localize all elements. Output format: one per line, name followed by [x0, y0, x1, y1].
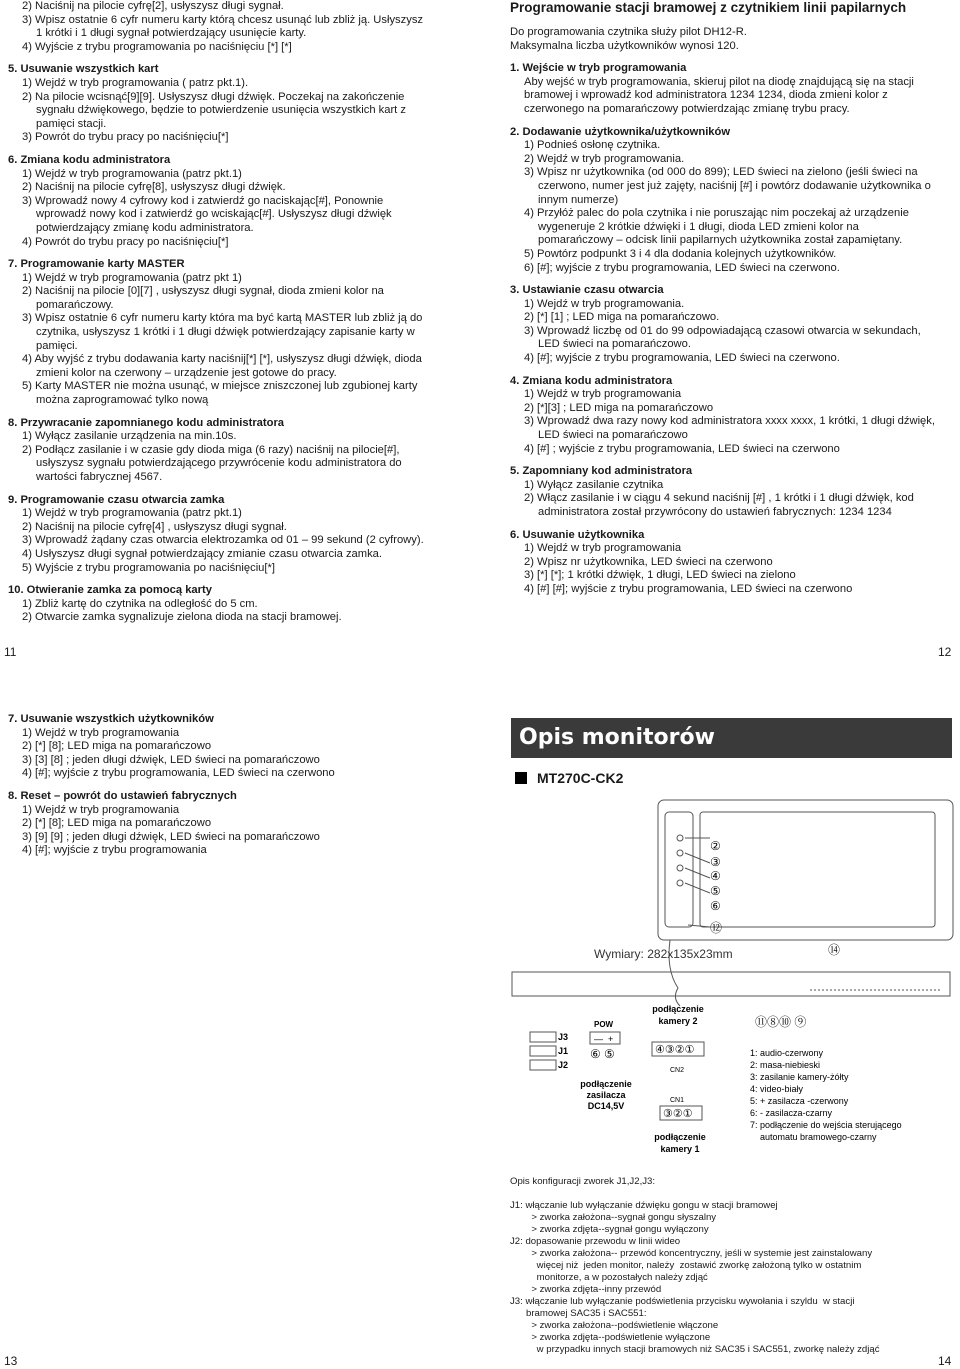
monitors-banner: Opis monitorów — [511, 718, 952, 758]
text-line: 3) Wpisz ostatnie 6 cyfr numeru karty którą chcesz usunąć lub zbliż ją. Usłyszysz — [22, 13, 424, 26]
callout-4: ④ — [710, 869, 721, 883]
text-line: Maksymalna liczba użytkowników wynosi 120. — [510, 39, 739, 52]
text-line: 1) Wejdź w tryb programowania — [22, 803, 180, 816]
page-number-11: 11 — [4, 645, 17, 659]
text-line: 7. Programowanie karty MASTER — [8, 258, 185, 271]
callout-14: ⑭ — [828, 943, 841, 957]
callout-back: ⑪⑧⑩ ⑨ — [755, 1015, 807, 1029]
text-line: Aby wejść w tryb programowania, skieruj pilot na diodę znajdującą się na stacji — [524, 75, 914, 88]
text-line: 1) Wejdź w tryb programowania — [22, 726, 180, 739]
text-line: 4) [#]; wyjście z trybu programowania, LED świeci na czerwono. — [524, 352, 840, 365]
legend-6: 6: - zasilacza-czarny — [750, 1108, 833, 1118]
text-line: wygeneruje 2 krótkie dźwięki i 1 długi, dioda LED zmieni kolor na — [538, 220, 859, 233]
text-line: 2) [*] [8]; LED miga na pomarańczowo — [22, 817, 212, 830]
jumper-line: Opis konfiguracji zworek J1,J2,J3: — [510, 1176, 656, 1187]
text-line: 1) Wejdź w tryb programowania — [524, 388, 682, 401]
text-line: 4) [#] ; wyjście z trybu programowania, LED świeci na czerwono — [524, 442, 840, 455]
jumper-line: > zworka zdjęta--podświetlenie wyłączone — [510, 1332, 711, 1343]
back-panel — [530, 1032, 556, 1070]
text-line: zmieni kolor na czerwony – urządzenie jest gotowe do pracy. — [36, 366, 337, 379]
text-line: 2) Podłącz zasilanie i w czasie gdy dioda miga (6 razy) naciśnij na pilocie[#], — [22, 443, 400, 456]
text-line: 4) [#]; wyjście z trybu programowania, LED świeci na czerwono — [22, 767, 335, 780]
text-line: 8. Reset – powrót do ustawień fabrycznych — [8, 789, 237, 802]
cam1-nums: ③②① — [663, 1108, 693, 1120]
monitor-side — [512, 972, 950, 996]
button-1-icon — [677, 835, 683, 841]
text-line: 3) Wprowadź liczbę od 01 do 99 odpowiadającą czasowi otwarcia w sekundach, — [524, 324, 921, 337]
legend-4: 4: video-biały — [750, 1084, 804, 1094]
text-line: innym numerze) — [538, 193, 619, 206]
button-2-icon — [677, 850, 683, 856]
model-name: MT270C-CK2 — [537, 770, 624, 786]
wiring-legend — [750, 1048, 902, 1142]
text-line: 3) Powrót do trybu pracy po naciśnięciu[*] — [22, 131, 229, 144]
text-line: 1) Wejdź w tryb programowania (patrz pkt.1) — [22, 507, 242, 520]
cam2-label-2: kamery 2 — [658, 1016, 698, 1026]
jumper-line — [510, 1188, 955, 1200]
text-line: 1) Wejdź w tryb programowania. — [524, 297, 685, 310]
cn1-label: CN1 — [670, 1097, 685, 1104]
text-line: 4) Przyłóż palec do pola czytnika i nie poruszając nim poczekaj aż urządzenie — [524, 207, 909, 220]
text-line: 5) Karty MASTER nie można usunąć, w miejsce zniszczonej lub zgubionej karty — [22, 380, 418, 393]
jumper-j3 — [530, 1032, 556, 1042]
text-line: 1) Wejdź w tryb programowania — [524, 542, 682, 555]
text-line: 1) Wyłącz zasilanie czytnika — [524, 478, 664, 491]
legend-7: 7: podłączenie do wejścia sterującego — [750, 1120, 902, 1130]
text-line: 2) Wejdź w tryb programowania. — [524, 152, 685, 165]
jumper-j2 — [530, 1060, 556, 1070]
text-line: czerwonego na pomarańczowy potwierdzając zmianę trybu pracy. — [524, 102, 850, 115]
page-13-column — [8, 713, 473, 858]
pow-label: POW — [594, 1020, 614, 1029]
jumper-line: J2: dopasowanie przewodu w linii wideo — [510, 1236, 681, 1247]
text-line: 2. Dodawanie użytkownika/użytkowników — [510, 125, 731, 138]
jumper-line: bramowej SAC35 i SAC551: — [510, 1308, 647, 1319]
page-12-column — [510, 0, 955, 597]
cn2-label: CN2 — [670, 1067, 685, 1074]
text-line: 1 krótki i 1 długi sygnał potwierdzający usunięcie karty. — [36, 27, 307, 40]
page-number-14: 14 — [938, 1354, 952, 1368]
text-line: 2) Naciśnij na pilocie cyfrę[8], usłyszysz długi dźwięk. — [22, 181, 286, 194]
callout-12: ⑫ — [710, 921, 723, 935]
text-line: 3) [*] [*]; 1 krótki dźwięk, 1 długi, LED świeci na zielono — [524, 569, 796, 582]
text-line: 4. Zmiana kodu administratora — [510, 374, 673, 387]
text-line: 2) [*] [8]; LED miga na pomarańczowo — [22, 740, 212, 753]
text-line: pomarańczowy. — [36, 298, 114, 311]
text-line: 3) Wprowadź dwa razy nowy kod administratora xxxx xxxx, 1 krótki, 1 długi dźwięk, — [524, 415, 935, 428]
button-3-icon — [677, 865, 683, 871]
text-line: 8. Przywracanie zapomnianego kodu administratora — [8, 416, 285, 429]
pow-num-5: ⑤ — [604, 1047, 615, 1061]
callout-5: ⑤ — [710, 884, 721, 898]
button-4-icon — [677, 880, 683, 886]
text-line: 3) Wpisz nr użytkownika (od 000 do 899); LED świeci na zielono (jeśli świeci na — [524, 166, 918, 179]
jumper-line: > zworka założona--sygnał gongu słyszalny — [510, 1212, 717, 1223]
legend-8: automatu bramowego-czarny — [750, 1132, 877, 1142]
text-line: czerwono, numer jest już zajęty, naciśnij [#] i powtórz dodawanie użytkownika o — [538, 179, 931, 192]
model-square-icon — [515, 772, 527, 784]
power-label-2: zasilacza — [586, 1090, 626, 1100]
jumper-config — [510, 1176, 955, 1356]
text-line: 3) [3] [8] ; jeden długi dźwięk, LED świeci na pomarańczowo — [22, 753, 320, 766]
text-line: 6) [#]; wyjście z trybu programowania, LED świeci na czerwono. — [524, 261, 840, 274]
text-line: 2) Otwarcie zamka sygnalizuje zielona dioda na stacji bramowej. — [22, 611, 342, 624]
pow-plus: + — [608, 1034, 614, 1044]
pow-num-6: ⑥ — [590, 1047, 601, 1061]
text-line: LED świeci na pomarańczowo. — [538, 338, 691, 351]
text-line: administratora został przywrócony do ustawień fabrycznych: 1234 1234 — [538, 506, 892, 518]
page-12-title: Programowanie stacji bramowej z czytnikiem linii papilarnych — [510, 0, 907, 15]
jumper-line: J1: włączanie lub wyłączanie dźwięku gongu w stacji bramowej — [510, 1200, 778, 1211]
text-line: 4) [#] [#]; wyjście z trybu programowania, LED świeci na czerwono — [524, 582, 853, 595]
jumper-line: w przypadku innych stacji bramowych niż SAC35 i SAC551, zworkę należy zdjąć — [510, 1344, 880, 1355]
pow-minus: — — [594, 1034, 603, 1044]
cam1-label-1: podłączenie — [654, 1132, 706, 1142]
monitor-front — [658, 800, 953, 1006]
power-label-3: DC14,5V — [587, 1101, 625, 1111]
text-line: 2) Na pilocie wcisnąć[9][9]. Usłyszysz długi dźwięk. Poczekaj na zakończenie — [22, 90, 405, 103]
power-label-1: podłączenie — [580, 1079, 632, 1089]
text-line: 2) [*] [1] ; LED miga na pomarańczowo. — [524, 311, 720, 324]
text-line: 1) Wejdź w tryb programowania (patrz pkt 1) — [22, 271, 242, 284]
text-line: wartości fabrycznej 4567. — [36, 471, 163, 483]
jumper-line: więcej niż jeden monitor, należy zostawić zworkę założoną tylko w ostatnim — [510, 1260, 862, 1271]
legend-3: 3: zasilanie kamery-żółty — [750, 1072, 849, 1082]
text-line: 5) Wyjście z trybu programowania po naciśnięciu[*] — [22, 561, 275, 574]
jumper-line: > zworka założona-- przewód koncentryczny, jeśli w systemie jest zainstalowany — [510, 1248, 873, 1259]
text-line: 10. Otwieranie zamka za pomocą karty — [8, 584, 212, 597]
text-line: 2) [*][3] ; LED miga na pomarańczowo — [524, 401, 714, 414]
cam2-label-1: podłączenie — [652, 1004, 704, 1014]
text-line: 6. Zmiana kodu administratora — [8, 153, 171, 166]
text-line: 5) Powtórz podpunkt 3 i 4 dla dodania kolejnych użytkowników. — [524, 247, 837, 260]
text-line: 2) Włącz zasilanie i w ciągu 4 sekund naciśnij [#] , 1 krótki i 1 długi dźwięk, kod — [524, 492, 914, 505]
text-line: pamięci stacji. — [36, 117, 107, 130]
text-line: LED świeci na pomarańczowo — [538, 429, 688, 442]
text-line: 1) Wejdź w tryb programowania ( patrz pkt.1). — [22, 76, 249, 89]
text-line: usłyszysz sygnału potwierdzającego przywrócenie kodu administratora do — [36, 457, 402, 470]
callout-3: ③ — [710, 855, 721, 869]
text-line: pamięci. — [36, 339, 78, 352]
text-line: 4) Wyjście z trybu programowania po naciśnięciu [*] [*] — [22, 40, 292, 53]
page-11-column — [8, 0, 473, 625]
jumper-line: > zworka założona--podświetlenie włączone — [510, 1320, 719, 1331]
text-line: 1. Wejście w tryb programowania — [510, 62, 687, 75]
text-line: 1) Wyłącz zasilanie urządzenia na min.10s. — [22, 430, 237, 443]
monitor-diagram — [510, 790, 955, 1170]
text-line: wprowadź nowy kod i zatwierdź go wciskając[#]. Usłyszysz długi dźwięk — [36, 208, 392, 221]
jumper-line: > zworka zdjęta--inny przewód — [510, 1284, 662, 1295]
text-line: 2) Wpisz nr użytkownika, LED świeci na czerwono — [524, 555, 773, 568]
text-line: 2) Naciśnij na pilocie cyfrę[4] , usłyszysz długi sygnał. — [22, 520, 287, 533]
jumper-label-j3: J3 — [558, 1032, 569, 1042]
text-line: 1) Zbliż kartę do czytnika na odległość do 5 cm. — [22, 597, 258, 610]
model-heading — [515, 772, 623, 786]
callout-6: ⑥ — [710, 899, 721, 913]
cam1-label-2: kamery 1 — [660, 1144, 700, 1154]
text-line: 3) Wpisz ostatnie 6 cyfr numeru karty która ma być kartą MASTER lub zbliż ją do — [22, 312, 423, 325]
text-line: Do programowania czytnika służy pilot DH12-R. — [510, 26, 747, 38]
text-line: sygnału dźwiękowego, będzie to potwierdzenie usunięcia wszystkich kart z — [36, 104, 406, 117]
text-line: 9. Programowanie czasu otwarcia zamka — [8, 493, 225, 506]
text-line: 2) Naciśnij na pilocie [0][7] , usłyszysz długi sygnał, dioda zmieni kolor na — [22, 285, 384, 298]
text-line: 4) Usłyszysz długi sygnał potwierdzający zmianie czasu otwarcia zamka. — [22, 547, 382, 560]
jumper-j1 — [530, 1046, 556, 1056]
text-line: 5. Zapomniany kod administratora — [510, 465, 693, 478]
text-line: potwierdzający zmianę kodu administratora. — [36, 221, 254, 234]
page-number-13: 13 — [4, 1354, 18, 1368]
text-line: 2) Naciśnij na pilocie cyfrę[2], usłyszysz długi sygnał. — [22, 0, 284, 12]
text-line: 3) Wprowadź żądany czas otwarcia elektrozamka od 01 – 99 sekund (2 cyfrowy). — [22, 534, 424, 547]
text-line: 3) [9] [9] ; jeden długi dźwięk, LED świeci na pomarańczowo — [22, 830, 320, 843]
jumper-line: J3: włączanie lub wyłączanie podświetlenia przycisku wywołania i szyldu w stacji — [510, 1296, 855, 1307]
text-line: można zaprogramować tylko nową — [36, 394, 209, 407]
text-line: pomarańczowy – odcisk linii papilarnych użytkownika został zapamiętany. — [538, 234, 903, 247]
text-line: bramowej i wprowadź kod administratora 1234 1234, dioda zmieni kolor z — [524, 89, 888, 102]
text-line: czytnika, usłyszysz 1 krótki i 1 długi dźwięk potwierdzający zapisanie karty w — [36, 326, 415, 339]
monitor-front-outline — [658, 800, 953, 940]
side-outline — [512, 972, 950, 996]
text-line: 4) [#]; wyjście z trybu programowania — [22, 844, 207, 857]
text-line: 3. Ustawianie czasu otwarcia — [510, 284, 664, 297]
text-line: 7. Usuwanie wszystkich użytkowników — [8, 713, 214, 725]
text-line: 3) Wprowadź nowy 4 cyfrowy kod i zatwierdź go naciskając[#], Ponownie — [22, 194, 384, 207]
legend-1: 1: audio-czerwony — [750, 1048, 824, 1058]
legend-2: 2: masa-niebieski — [750, 1060, 821, 1070]
text-line: 1) Wejdź w tryb programowania (patrz pkt.1) — [22, 167, 242, 180]
dimensions-label: Wymiary: 282x135x23mm — [594, 947, 733, 961]
callout-2: ② — [710, 839, 721, 853]
text-line: 1) Podnieś osłonę czytnika. — [524, 139, 661, 152]
text-line: 5. Usuwanie wszystkich kart — [8, 63, 159, 76]
text-line: 4) Powrót do trybu pracy po naciśnięciu[*] — [22, 235, 229, 248]
jumper-line: > zworka zdjęta--sygnał gongu wyłączony — [510, 1224, 709, 1235]
monitor-screen — [700, 812, 935, 927]
text-line: 6. Usuwanie użytkownika — [510, 528, 645, 541]
jumper-label-j1: J1 — [558, 1046, 569, 1056]
text-line: 4) Aby wyjść z trybu dodawania karty naciśnij[*] [*], usłyszysz długi dźwięk, dioda — [22, 353, 422, 366]
page-number-12: 12 — [938, 645, 952, 659]
callout-leaders — [685, 838, 710, 927]
legend-5: 5: + zasilacza -czerwony — [750, 1096, 849, 1106]
jumper-line: monitorze, a w pozostałych należy zdjąć — [510, 1272, 708, 1283]
jumper-label-j2: J2 — [558, 1060, 569, 1070]
cam2-nums: ④③②① — [655, 1044, 695, 1056]
